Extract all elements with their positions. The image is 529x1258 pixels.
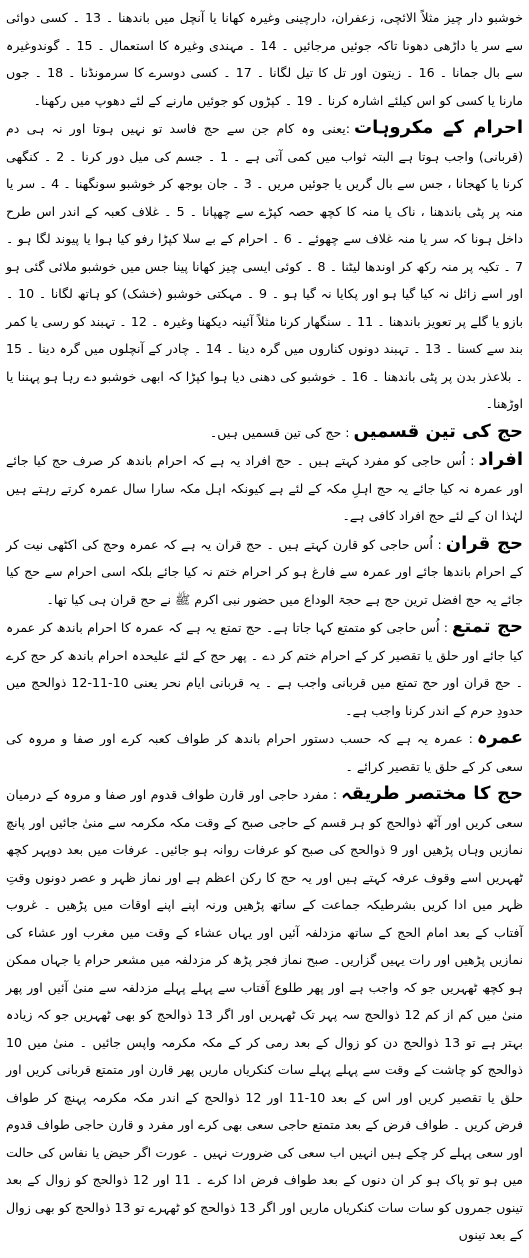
qiran-heading: حج قران [445,532,524,554]
hajj-types-text: : حج کی تین قسمیں ہیں۔ [209,424,350,440]
qiran-section [6,530,523,614]
summary-section [6,780,523,1249]
umrah-heading: عمرہ [476,727,523,748]
tamattu-section [6,613,523,724]
tamattu-text: : اُس حاجی کو متمتع کہا جاتا ہے۔ حج تمتع یہ ہے کہ عمرہ کا احرام باندھ کر عمرہ کیا جائے اور حلق یا تقصیر کر کے احرام ختم کر دے ۔ پھر حج کے لئے علیحدہ احرام باندھ کر حج کرے ۔ حج قران اور حج تمتع میں قربانی واجب ہے ۔ یہ قربانی ایام نحر یعنی 10-11-12 ذوالحج میں حدودِ حرم کے اندر کرنا واجب ہے۔ [6,620,523,718]
umrah-section [6,724,523,780]
ifrad-text: : اُس حاجی کو مفرد کہتے ہیں ۔ حج افراد یہ ہے کہ احرام باندھ کر صرف حج کیا جائے اور عمرہ نہ کیا جائے یہ حج اہلِ مکہ کے لئے ہے کیونکہ اہل مکہ سارا سال عمرہ کرتے رہتے ہیں لہٰذا ان کے لئے حج افراد کافی ہے۔ [6,453,523,523]
intro-text: خوشبو دار چیز مثلاً الائچی، زعفران، دارچینی وغیرہ کھانا یا آنچل میں باندھنا ۔ 13 ۔ کسی دوائی سے سر یا داڑھی دھونا تاکہ جوئیں مرجائیں ۔ 14 ۔ مہندی وغیرہ کا استعمال ۔ 15 ۔ گوندوغیرہ سے بال جمانا ۔ 16 ۔ زیتون اور تل کا تیل لگانا ۔ 17 ۔ کسی دوسرے کا سرمونڈنا ۔ 18 ۔ جوں مارنا یا کسی کو اس کیلئے اشارہ کرنا ۔ 19 ۔ کپڑوں کو جوئیں مارنے کے لئے دھوپ میں رکھنا۔ [6,10,524,108]
makroohat-section [6,114,523,418]
summary-heading: حج کا مختصر طریقہ [341,783,523,804]
ifrad-heading: افراد [478,449,523,470]
qiran-text: : اُس حاجی کو قارن کہتے ہیں ۔ حج قران یہ ہے کہ عمرہ وحج کی اکٹھی نیت کر کے احرام باندھا جائے اور عمرہ سے فارغ ہو کر احرام ختم نہ کیا جائے بلکہ اسی احرام سے حج کیا جائے یہ حج افضل ترین حج ہے حجۃ الوداع میں حضور نبی اکرم ﷺ نے حج قران ہی کیا تھا۔ [6,536,523,607]
hajj-types-heading: حج کی تین قسمیں [353,420,523,442]
umrah-text: : عمرہ یہ ہے کہ حسب دستور احرام باندھ کر طواف کعبہ کرے اور صفا و مروہ کی سعی کر کے حلق یا تقصیر کرائے ۔ [6,731,523,774]
tamattu-heading: حج تمتع [452,616,523,637]
makroohat-heading: احرام کے مکروہات [354,117,523,138]
ifrad-section [6,446,523,530]
intro-paragraph [6,4,523,114]
hajj-types-section [6,418,523,447]
summary-text: : مفرد حاجی اور قارن طواف قدوم اور صفا و مروہ کے درمیان سعی کریں اور آٹھ ذوالحج کو ہر قسم کے حاجی صبح کے وقت مکہ مکرمہ سے منیٰ جائیں اور پانچ نمازیں وہاں پڑھیں اور 9 ذوالحج کی صبح کو عرفات روانہ ہو جائیں۔ عرفات میں بعد دوپہر کچھ ٹھہریں اسے وقوف عرفہ کہتے ہیں اور یہ حج کا رکن اعظم ہے اور نماز ظہر و عصر دونوں وقتِ ظہر میں ادا کریں بشرطیکہ جماعت کے ساتھ پڑھیں ورنہ اپنے اپنے اوقات میں پڑھیں ۔ غروب آفتاب کے بعد امام الحج کے ساتھ مزدلفہ آئیں اور یہاں عشاء کے وقت میں مغرب اور عشاء کی نمازیں پڑھیں اور رات یہیں گزاریں۔ صبح نماز فجر پڑھ کر مزدلفہ میں مشعر حرام یا جہاں ممکن ہو کچھ ٹھہریں جو کہ واجب ہے اور پھر طلوع آفتاب سے پہلے پہلے مزدلفہ سے منیٰ آئیں اور پھر منیٰ میں کم از کم 12 ذوالحج سہ پہر تک ٹھہریں اور اگر 13 ذوالحج کو بھی ٹھہریں جو کہ زیادہ بہتر ہے تو 13 ذوالحج دن کو زوال کے بعد رمی کر کے مکہ مکرمہ واپس جائیں ۔ منیٰ میں 10 ذوالحج کو چاشت کے وقت سے پہلے پہلے سات کنکریاں ماریں پھر قارن اور متمتع قربانی کریں اور حلق یا تقصیر کریں اور اس کے بعد 10-11 اور 12 ذوالحج کے اندر مکہ مکرمہ پہنچ کر طواف فرض کریں ۔ طواف فرض کے بعد متمتع حاجی سعی بھی کرے اور مفرد و قارن حاجی طواف قدوم اور سعی پہلے کر چکے ہیں انہیں اب سعی کی ضرورت نہیں ۔ عورت اگر حیض یا نفاس کی حالت میں ہو تو پاک ہو کر ان دنوں کے بعد طواف فرض ادا کرے ۔ 11 اور 12 ذوالحج کو زوال کے بعد تینوں جمروں کو سات سات کنکریاں ماریں اور اگر 13 ذوالحج کو ٹھہرے تو 13 ذوالحج کو بھی زوال کے بعد تینوں [6,787,524,1242]
makroohat-text: :یعنی وہ کام جن سے حج فاسد تو نہیں ہوتا اور نہ ہی دم (قربانی) واجب ہوتا ہے البتہ ثواب میں کمی آتی ہے ۔ 1 ۔ جسم کی میل دور کرنا ۔ 2 ۔ کنگھی کرنا یا کھجانا ، جس سے بال گریں یا جوئیں مریں ۔ 3 ۔ جان بوجھ کر خوشبو سونگھنا ۔ 4 ۔ سر یا منہ پر پٹی باندھنا ، ناک یا منہ کا کچھ حصہ کپڑے سے چھپانا ۔ 5 ۔ غلاف کعبہ کے اندر اس طرح داخل ہونا کہ سر یا منہ غلاف سے چھوئے ۔ 6 ۔ احرام کے بے سلا کپڑا رفو کیا ہوا یا پیوند لگا ہو ۔ 7 ۔ تکیہ پر منہ رکھ کر اوندھا لیٹنا ۔ 8 ۔ کوئی ایسی چیز کھانا پینا جس میں خوشبو ملائی گئی ہو اور اسے زائل نہ کیا گیا ہو اور پکایا نہ گیا ہو ۔ 9 ۔ مہکتی خوشبو (خشک) کو ہاتھ لگانا ۔ 10 ۔ بازو یا گلے پر تعویز باندھنا ۔ 11 ۔ سنگھار کرنا مثلاً آئینہ دیکھنا وغیرہ ۔ 12 ۔ تہبند کو رسی یا کمر بند سے کسنا ۔ 13 ۔ تہبند دونوں کناروں میں گرہ دینا ۔ 14 ۔ چادر کے آنچلوں میں گرہ دینا ۔ 15 ۔ بلاعذر بدن پر پٹی باندھنا ۔ 16 ۔ خوشبو کی دھنی دیا ہوا کپڑا کہ ابھی خوشبو دے رہا ہو پہننا یا اوڑھنا۔ [6,121,524,411]
